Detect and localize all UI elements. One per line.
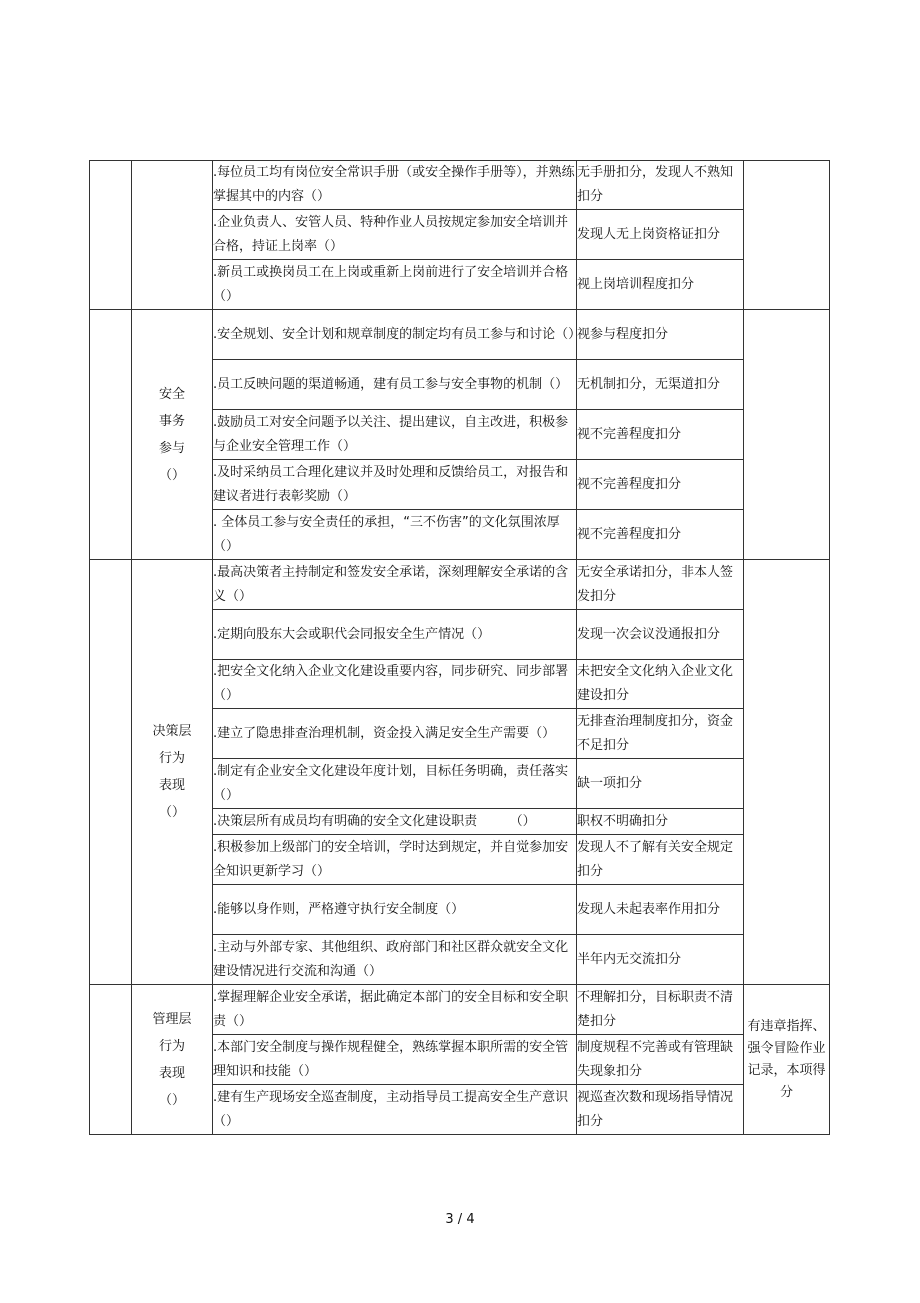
category-label-line: （） [158, 805, 185, 820]
criteria-cell: 半年内无交流扣分 [577, 935, 744, 985]
remark-cell: 有违章指挥、强令冒险作业记录，本项得分 [744, 985, 830, 1135]
item-cell: . 全体员工参与安全责任的承担，“三不伤害”的文化氛围浓厚（） [213, 510, 577, 560]
criteria-cell: 发现一次会议没通报扣分 [577, 610, 744, 660]
category-label-line: 行为 [158, 1038, 185, 1054]
section-cell [90, 985, 132, 1135]
remark-cell [744, 161, 830, 310]
category-label-line: （） [158, 1092, 185, 1108]
item-cell: .掌握理解企业安全承诺，据此确定本部门的安全目标和安全职责（） [213, 985, 577, 1035]
category-label-line: 事务 [158, 413, 185, 429]
category-label-line: 行为 [158, 751, 185, 766]
table-row [90, 161, 830, 210]
category-cell [132, 310, 213, 560]
table-row [90, 560, 830, 610]
item-cell: .制定有企业安全文化建设年度计划，目标任务明确，责任落实（） [213, 759, 577, 809]
item-cell: .建有生产现场安全巡查制度，主动指导员工提高安全生产意识（） [213, 1085, 577, 1135]
item-cell: .决策层所有成员均有明确的安全文化建设职责 （） [213, 809, 577, 835]
criteria-cell: 视参与程度扣分 [577, 310, 744, 360]
criteria-cell: 发现人不了解有关安全规定扣分 [577, 835, 744, 885]
item-cell: .每位员工均有岗位安全常识手册（或安全操作手册等），并熟练掌握其中的内容（） [213, 161, 577, 210]
table-row [90, 985, 830, 1035]
item-cell: .鼓励员工对安全问题予以关注、提出建议，自主改进，积极参与企业安全管理工作（） [213, 410, 577, 460]
criteria-cell: 无机制扣分，无渠道扣分 [577, 360, 744, 410]
item-cell: .定期向股东大会或职代会同报安全生产情况（） [213, 610, 577, 660]
category-cell [132, 985, 213, 1135]
criteria-cell: 缺一项扣分 [577, 759, 744, 809]
criteria-cell: 视不完善程度扣分 [577, 460, 744, 510]
category-label-line: 表现 [158, 1065, 185, 1081]
criteria-cell: 视不完善程度扣分 [577, 410, 744, 460]
assessment-table [89, 160, 830, 1135]
item-cell: .最高决策者主持制定和签发安全承诺，深刻理解安全承诺的含义（） [213, 560, 577, 610]
item-cell: .主动与外部专家、其他组织、政府部门和社区群众就安全文化建设情况进行交流和沟通（） [213, 935, 577, 985]
criteria-cell: 未把安全文化纳入企业文化建设扣分 [577, 660, 744, 709]
criteria-cell: 制度规程不完善或有管理缺失现象扣分 [577, 1035, 744, 1085]
item-cell: .能够以身作则，严格遵守执行安全制度（） [213, 885, 577, 935]
criteria-cell: 无排查治理制度扣分，资金不足扣分 [577, 709, 744, 759]
table-row [90, 310, 830, 360]
remark-cell [744, 310, 830, 560]
category-label-line: 管理层 [152, 1011, 192, 1027]
criteria-cell: 发现人未起表率作用扣分 [577, 885, 744, 935]
category-label-line: 安全 [158, 386, 185, 402]
item-cell: .把安全文化纳入企业文化建设重要内容，同步研究、同步部署（） [213, 660, 577, 709]
item-cell: .新员工或换岗员工在上岗或重新上岗前进行了安全培训并合格（） [213, 260, 577, 310]
criteria-cell: 无安全承诺扣分，非本人签发扣分 [577, 560, 744, 610]
page-number: 3 / 4 [445, 1212, 475, 1227]
category-cell [132, 560, 213, 985]
item-cell: .员工反映问题的渠道畅通，建有员工参与安全事物的机制（） [213, 360, 577, 410]
item-cell: .及时采纳员工合理化建议并及时处理和反馈给员工，对报告和建议者进行表彰奖励（） [213, 460, 577, 510]
category-cell [132, 161, 213, 310]
item-cell: .积极参加上级部门的安全培训，学时达到规定，并自觉参加安全知识更新学习（） [213, 835, 577, 885]
category-label-line: 决策层 [152, 724, 192, 739]
section-cell [90, 161, 132, 310]
item-cell: .安全规划、安全计划和规章制度的制定均有员工参与和讨论（） [213, 310, 577, 360]
criteria-cell: 不理解扣分，目标职责不清楚扣分 [577, 985, 744, 1035]
criteria-cell: 视巡查次数和现场指导情况扣分 [577, 1085, 744, 1135]
criteria-cell: 无手册扣分，发现人不熟知扣分 [577, 161, 744, 210]
category-label-line: 参与 [158, 440, 185, 456]
category-label-line: 表现 [158, 778, 185, 793]
criteria-cell: 视上岗培训程度扣分 [577, 260, 744, 310]
item-cell: .建立了隐患排查治理机制，资金投入满足安全生产需要（） [213, 709, 577, 759]
remark-cell [744, 560, 830, 985]
section-cell [90, 310, 132, 560]
category-label-line: （） [158, 467, 185, 483]
criteria-cell: 职权不明确扣分 [577, 809, 744, 835]
item-cell: .企业负责人、安管人员、特种作业人员按规定参加安全培训并合格，持证上岗率（） [213, 210, 577, 260]
section-cell [90, 560, 132, 985]
criteria-cell: 视不完善程度扣分 [577, 510, 744, 560]
item-cell: .本部门安全制度与操作规程健全，熟练掌握本职所需的安全管理知识和技能（） [213, 1035, 577, 1085]
criteria-cell: 发现人无上岗资格证扣分 [577, 210, 744, 260]
